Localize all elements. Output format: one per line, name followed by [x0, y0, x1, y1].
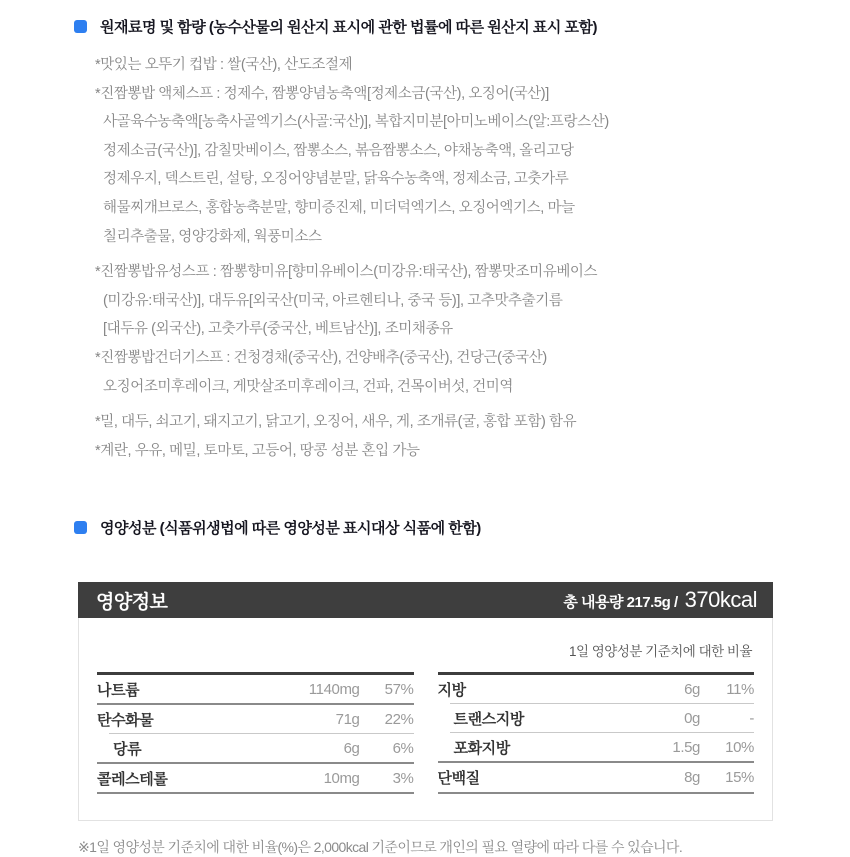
nutrient-value: 8g: [684, 768, 700, 786]
nutrient-label: 트랜스지방: [453, 710, 524, 728]
nutrition-row: [450, 703, 755, 732]
daily-value-ratio-note: 1일 영양성분 기준치에 대한 비율: [568, 644, 752, 660]
blue-square-bullet-icon: [74, 521, 87, 534]
ingredient-line: *진짬뽕밥건더기스프 : 건청경채(중국산), 건양배추(중국산), 건당근(중국산): [95, 349, 547, 366]
ingredient-line: *계란, 우유, 메밀, 토마토, 고등어, 땅콩 성분 혼입 가능: [95, 442, 420, 459]
nutrition-row: [438, 672, 755, 703]
nutrition-section-heading: [74, 517, 794, 538]
nutrition-row: [97, 672, 414, 703]
nutrient-label: 지방: [437, 681, 466, 699]
ingredient-line: 칠리추출물, 영양강화제, 웍풍미소스: [103, 228, 322, 245]
nutrient-daily-percent: 15%: [725, 768, 754, 786]
nutrition-column-right: [438, 672, 755, 794]
nutrition-columns: [97, 672, 754, 794]
nutrition-footnote: ※1일 영양성분 기준치에 대한 비율(%)은 2,000kcal 기준이므로 개인의 필요 열량에 따라 다를 수 있습니다.: [78, 839, 683, 856]
nutrition-row: [450, 732, 755, 761]
total-kcal-value: 370kcal: [684, 587, 757, 613]
nutrient-value: 0g: [684, 709, 700, 727]
ingredient-line: 해물찌개브로스, 홍합농축분말, 향미증진제, 미더덕엑기스, 오징어엑기스, 마늘: [103, 199, 575, 216]
ingredient-line: (미강유:태국산)], 대두유[외국산(미국, 아르헨티나, 중국 등)], 고추맛추출기름: [103, 292, 563, 309]
total-content-label: 총 내용량 217.5g /: [563, 594, 678, 612]
nutrient-daily-percent: 57%: [384, 680, 414, 698]
nutrient-value: 6g: [684, 680, 700, 698]
ingredient-line: *맛있는 오뚜기 컵밥 : 쌀(국산), 산도조절제: [95, 57, 353, 73]
nutrient-value: 6g: [343, 739, 360, 757]
nutrient-daily-percent: 22%: [384, 710, 414, 728]
nutrition-table-title: 영양정보: [96, 591, 168, 613]
nutrient-label: 탄수화물: [97, 711, 154, 729]
nutrition-section-title: 영양성분 (식품위생법에 따른 영양성분 표시대상 식품에 한함): [100, 520, 481, 538]
nutrition-row: [109, 733, 414, 762]
ingredient-line: *밀, 대두, 쇠고기, 돼지고기, 닭고기, 오징어, 새우, 게, 조개류(굴, 홍합 포함) 함유: [95, 414, 577, 431]
ingredients-list: [95, 51, 794, 465]
nutrition-total-amount: [563, 587, 757, 613]
nutrition-row: [438, 761, 755, 791]
nutrition-column-left: [97, 672, 414, 794]
nutrition-table-header-bar: [78, 582, 773, 618]
nutrition-facts-table: [78, 582, 773, 821]
ingredient-line: 정제우지, 덱스트린, 설탕, 오징어양념분말, 닭육수농축액, 정제소금, 고춧가루: [103, 171, 569, 188]
ingredients-section-title: 원재료명 및 함량 (농수산물의 원산지 표시에 관한 법률에 따른 원산지 표시 포함): [100, 19, 598, 36]
nutrient-label: 단백질: [437, 769, 480, 787]
nutrient-daily-percent: 3%: [392, 769, 414, 787]
ingredient-line: 오징어조미후레이크, 게맛살조미후레이크, 건파, 건목이버섯, 건미역: [103, 378, 514, 395]
nutrient-value: 71g: [335, 710, 360, 728]
nutrition-table-body: [78, 618, 773, 821]
nutrient-daily-percent: 6%: [392, 739, 414, 757]
nutrient-daily-percent: -: [749, 709, 754, 727]
nutrient-daily-percent: 10%: [725, 738, 754, 756]
nutrient-value: 1140mg: [308, 680, 360, 698]
ingredient-line: *진짬뽕밥유성스프 : 짬뽕향미유[향미유베이스(미강유:태국산), 짬뽕맛조미유베이스: [95, 264, 598, 281]
nutrient-label: 당류: [113, 740, 142, 758]
nutrient-value: 10mg: [323, 769, 360, 787]
nutrition-row: [97, 703, 414, 733]
ingredients-section-heading: [74, 16, 794, 37]
nutrient-daily-percent: 11%: [726, 680, 754, 698]
nutrient-label: 나트륨: [97, 681, 140, 699]
nutrient-value: 1.5g: [672, 738, 700, 756]
ingredient-line: *진짬뽕밥 액체스프 : 정제수, 짬뽕양념농축액[정제소금(국산), 오징어(국산)]: [95, 85, 549, 102]
nutrition-row: [97, 762, 414, 792]
ingredient-line: 정제소금(국산)], 감칠맛베이스, 짬뽕소스, 볶음짬뽕소스, 야채농축액, 올리고당: [103, 142, 574, 159]
ingredient-line: 사골육수농축액[농축사골엑기스(사골:국산)], 복합지미분[아미노베이스(알:프랑스산): [103, 114, 609, 131]
ingredient-line: [대두유 (외국산), 고춧가루(중국산, 베트남산)], 조미채종유: [103, 321, 453, 338]
blue-square-bullet-icon: [74, 20, 87, 33]
nutrient-label: 콜레스테롤: [97, 770, 168, 788]
nutrient-label: 포화지방: [453, 739, 510, 757]
